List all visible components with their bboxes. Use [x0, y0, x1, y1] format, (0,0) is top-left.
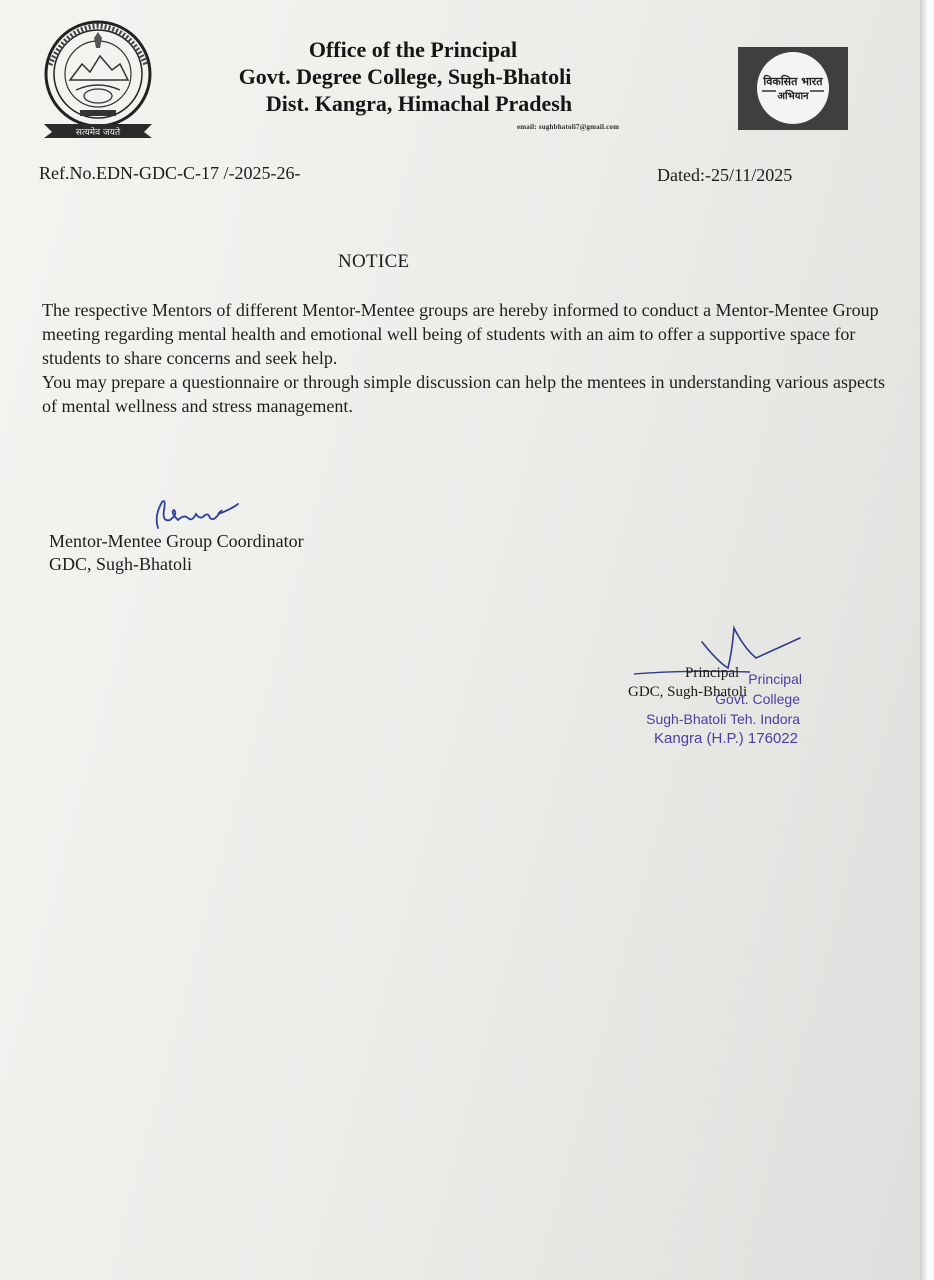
coordinator-block [49, 530, 304, 576]
office-title: Office of the Principal [308, 37, 518, 62]
logo-text-2: अभियान [777, 91, 809, 102]
principal-title: Principal [685, 665, 740, 681]
notice-body [42, 298, 892, 418]
date: Dated:-25/11/2025 [657, 165, 793, 185]
coordinator-institution: GDC, Sugh-Bhatoli [49, 554, 193, 574]
email-address: email: sughbhatoli7@gmail.com [517, 123, 620, 131]
page-edge [920, 0, 934, 1280]
body-paragraph-1: The respective Mentors of different Mentor-Mentee groups are hereby informed to conduct a Mentor-Mentee Group meeting regarding mental health and emotional well being of students with an aim to offer a supportive space for students to share concerns and seek help. [42, 300, 879, 368]
body-paragraph-2: You may prepare a questionnaire or through simple discussion can help the mentees in understanding various aspects of mental wellness and stress management. [42, 372, 885, 416]
stamp-line-1: Principal [748, 671, 802, 687]
stamp-line-4: Kangra (H.P.) 176022 [654, 730, 798, 747]
letterhead [190, 36, 620, 117]
college-name: Govt. Degree College, Sugh-Bhatoli [238, 64, 572, 89]
college-district: Dist. Kangra, Himachal Pradesh [265, 91, 573, 116]
notice-heading: NOTICE [338, 251, 410, 272]
stamp-line-2: Govt. College [715, 691, 800, 707]
stamp-line-3: Sugh-Bhatoli Teh. Indora [646, 711, 800, 727]
logo-text-1: विकसित भारत [763, 75, 823, 88]
coordinator-title: Mentor-Mentee Group Coordinator [49, 531, 304, 551]
college-emblem-logo [36, 20, 160, 138]
viksit-bharat-logo [738, 47, 848, 130]
coordinator-signature [148, 496, 242, 532]
reference-number: Ref.No.EDN-GDC-C-17 /-2025-26- [39, 163, 301, 183]
principal-block [628, 664, 747, 702]
logo-motto: सत्यमेव जयते [75, 128, 121, 138]
principal-institution: GDC, Sugh-Bhatoli [628, 684, 748, 700]
